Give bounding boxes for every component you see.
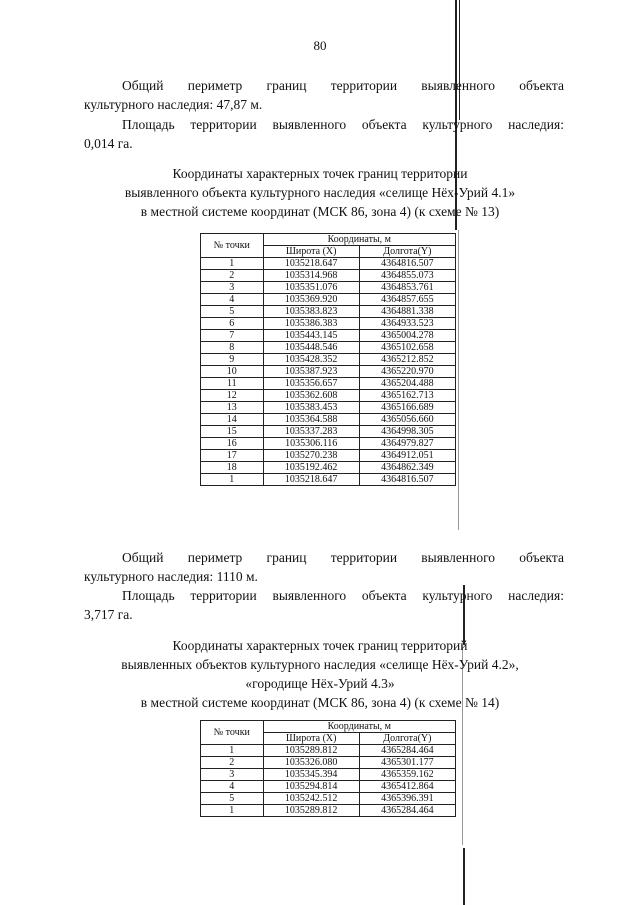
longitude-y-cell: 4364857.655 (359, 294, 455, 306)
table-row (201, 342, 456, 354)
point-number-cell: 17 (201, 450, 264, 462)
longitude-y-cell: 4365212.852 (359, 354, 455, 366)
latitude-x-cell: 1035289.812 (263, 745, 359, 757)
point-number-cell: 8 (201, 342, 264, 354)
latitude-x-cell: 1035218.647 (263, 474, 359, 486)
longitude-y-cell: 4364816.507 (359, 474, 455, 486)
longitude-y-cell: 4365162.713 (359, 390, 455, 402)
longitude-y-cell: 4365220.970 (359, 366, 455, 378)
longitude-y-cell: 4365166.689 (359, 402, 455, 414)
heading-line: Координаты характерных точек границ территорий (172, 638, 468, 653)
table-row (201, 390, 456, 402)
table-row (201, 270, 456, 282)
point-number-cell: 3 (201, 769, 264, 781)
latitude-x-cell: 1035289.812 (263, 805, 359, 817)
coordinates-table-1 (200, 233, 456, 486)
longitude-y-cell: 4365284.464 (359, 745, 455, 757)
header-point-number: № точки (201, 234, 264, 258)
heading-line: «городище Нёх-Урий 4.3» (245, 676, 395, 691)
longitude-y-cell: 4365102.658 (359, 342, 455, 354)
heading-line: в местной системе координат (МСК 86, зона 4) (к схеме № 13) (140, 204, 500, 219)
longitude-y-cell: 4365396.391 (359, 793, 455, 805)
latitude-x-cell: 1035192.462 (263, 462, 359, 474)
point-number-cell: 5 (201, 306, 264, 318)
header-coordinates: Координаты, м (263, 721, 455, 733)
table-row (201, 450, 456, 462)
longitude-y-cell: 4364862.349 (359, 462, 455, 474)
point-number-cell: 10 (201, 366, 264, 378)
latitude-x-cell: 1035386.383 (263, 318, 359, 330)
longitude-y-cell: 4364853.761 (359, 282, 455, 294)
perimeter-text-line: Общий периметр границ территории выявленного объекта (122, 550, 564, 565)
header-longitude-y: Долгота(Y) (359, 733, 455, 745)
table-row (201, 330, 456, 342)
area-paragraph-2 (84, 586, 564, 624)
coordinates-heading-2 (60, 636, 580, 712)
heading-line: в местной системе координат (МСК 86, зона 4) (к схеме № 14) (140, 695, 500, 710)
longitude-y-cell: 4364933.523 (359, 318, 455, 330)
point-number-cell: 18 (201, 462, 264, 474)
latitude-x-cell: 1035369.920 (263, 294, 359, 306)
longitude-y-cell: 4365204.488 (359, 378, 455, 390)
latitude-x-cell: 1035448.546 (263, 342, 359, 354)
point-number-cell: 2 (201, 270, 264, 282)
latitude-x-cell: 1035428.352 (263, 354, 359, 366)
table-row (201, 781, 456, 793)
latitude-x-cell: 1035337.283 (263, 426, 359, 438)
perimeter-text-line: культурного наследия: 47,87 м. (84, 97, 263, 112)
table-row (201, 769, 456, 781)
point-number-cell: 15 (201, 426, 264, 438)
latitude-x-cell: 1035294.814 (263, 781, 359, 793)
table-row (201, 402, 456, 414)
page-number: 80 (313, 38, 327, 53)
perimeter-paragraph-2 (84, 548, 564, 586)
longitude-y-cell: 4365301.177 (359, 757, 455, 769)
table-row (201, 258, 456, 270)
point-number-cell: 5 (201, 793, 264, 805)
point-number-cell: 1 (201, 745, 264, 757)
latitude-x-cell: 1035326.080 (263, 757, 359, 769)
point-number-cell: 1 (201, 258, 264, 270)
longitude-y-cell: 4365412.864 (359, 781, 455, 793)
point-number-cell: 3 (201, 282, 264, 294)
latitude-x-cell: 1035270.238 (263, 450, 359, 462)
table-row (201, 462, 456, 474)
table-row (201, 438, 456, 450)
latitude-x-cell: 1035383.453 (263, 402, 359, 414)
area-text-line: 3,717 га. (84, 607, 133, 622)
table-row (201, 378, 456, 390)
header-latitude-x: Широта (X) (263, 246, 359, 258)
point-number-cell: 13 (201, 402, 264, 414)
longitude-y-cell: 4365056.660 (359, 414, 455, 426)
table-row (201, 282, 456, 294)
longitude-y-cell: 4365284.464 (359, 805, 455, 817)
table-row (201, 414, 456, 426)
table-row (201, 793, 456, 805)
point-number-cell: 1 (201, 474, 264, 486)
latitude-x-cell: 1035364.588 (263, 414, 359, 426)
coordinates-table-2 (200, 720, 456, 817)
table-row (201, 306, 456, 318)
point-number-cell: 6 (201, 318, 264, 330)
area-text-line: Площадь территории выявленного объекта культурного наследия: (122, 588, 564, 603)
header-latitude-x: Широта (X) (263, 733, 359, 745)
table-row (201, 426, 456, 438)
point-number-cell: 16 (201, 438, 264, 450)
latitude-x-cell: 1035387.923 (263, 366, 359, 378)
perimeter-paragraph-1 (84, 76, 564, 114)
point-number-cell: 11 (201, 378, 264, 390)
perimeter-text-line: культурного наследия: 1110 м. (84, 569, 258, 584)
header-longitude-y: Долгота(Y) (359, 246, 455, 258)
table-row (201, 745, 456, 757)
scan-artifact-line (458, 230, 459, 530)
area-text-line: Площадь территории выявленного объекта культурного наследия: (122, 117, 564, 132)
point-number-cell: 4 (201, 781, 264, 793)
header-coordinates: Координаты, м (263, 234, 455, 246)
point-number-cell: 4 (201, 294, 264, 306)
longitude-y-cell: 4364912.051 (359, 450, 455, 462)
latitude-x-cell: 1035345.394 (263, 769, 359, 781)
table-body (201, 745, 456, 817)
longitude-y-cell: 4364979.827 (359, 438, 455, 450)
longitude-y-cell: 4364855.073 (359, 270, 455, 282)
longitude-y-cell: 4365004.278 (359, 330, 455, 342)
point-number-cell: 2 (201, 757, 264, 769)
heading-line: выявленных объектов культурного наследия «селище Нёх-Урий 4.2», (121, 657, 519, 672)
point-number-cell: 12 (201, 390, 264, 402)
heading-line: Координаты характерных точек границ территории (172, 166, 468, 181)
table-row (201, 805, 456, 817)
latitude-x-cell: 1035383.823 (263, 306, 359, 318)
area-text-line: 0,014 га. (84, 136, 133, 151)
point-number-cell: 14 (201, 414, 264, 426)
point-number-cell: 1 (201, 805, 264, 817)
table-row (201, 318, 456, 330)
latitude-x-cell: 1035443.145 (263, 330, 359, 342)
longitude-y-cell: 4365359.162 (359, 769, 455, 781)
table-row (201, 294, 456, 306)
latitude-x-cell: 1035306.116 (263, 438, 359, 450)
coordinates-heading-1 (60, 164, 580, 221)
latitude-x-cell: 1035351.076 (263, 282, 359, 294)
latitude-x-cell: 1035362.608 (263, 390, 359, 402)
longitude-y-cell: 4364881.338 (359, 306, 455, 318)
latitude-x-cell: 1035242.512 (263, 793, 359, 805)
header-point-number: № точки (201, 721, 264, 745)
table-row (201, 354, 456, 366)
table-row (201, 366, 456, 378)
latitude-x-cell: 1035356.657 (263, 378, 359, 390)
latitude-x-cell: 1035218.647 (263, 258, 359, 270)
point-number-cell: 7 (201, 330, 264, 342)
table-row (201, 757, 456, 769)
longitude-y-cell: 4364816.507 (359, 258, 455, 270)
table-row (201, 474, 456, 486)
heading-line: выявленного объекта культурного наследия «селище Нёх-Урий 4.1» (124, 185, 516, 200)
area-paragraph-1 (84, 115, 564, 153)
point-number-cell: 9 (201, 354, 264, 366)
table-body (201, 258, 456, 486)
latitude-x-cell: 1035314.968 (263, 270, 359, 282)
scan-artifact-line (463, 848, 465, 905)
longitude-y-cell: 4364998.305 (359, 426, 455, 438)
perimeter-text-line: Общий периметр границ территории выявленного объекта (122, 78, 564, 93)
